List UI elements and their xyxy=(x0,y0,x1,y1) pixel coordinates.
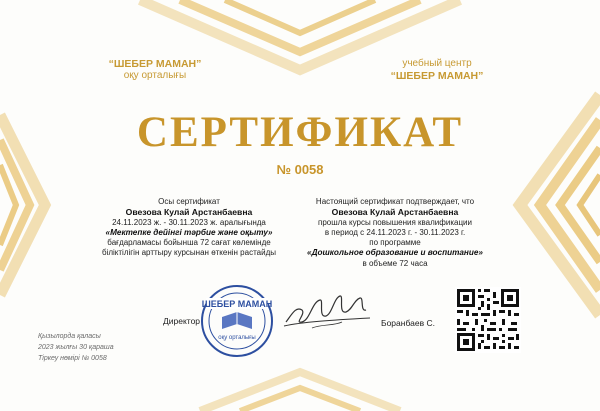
kz-program: «Мектепке дейінгі тәрбие және оқыту» xyxy=(105,227,273,237)
org-name-kazakh xyxy=(95,58,215,82)
director-signature xyxy=(282,292,372,334)
ru-line-4: в период с 24.11.2023 г. - 30.11.2023 г. xyxy=(324,227,466,237)
ru-line-5: по программе xyxy=(369,238,421,248)
footer-city: Қызылорда қаласы xyxy=(38,333,101,340)
certificate-title: СЕРТИФИКАТ xyxy=(136,109,464,156)
kz-line-1: Осы сертификат xyxy=(158,197,220,206)
ru-recipient-name: Овезова Кулай Арстанбаевна xyxy=(331,207,459,218)
kz-line-5: бағдарламасы бойынша 72 сағат көлемінде xyxy=(107,238,271,248)
kz-line-6: біліктілігін арттыру курсынан өткенін растайды xyxy=(101,248,276,258)
certificate-number: № 0058 xyxy=(276,162,324,177)
footer-info xyxy=(38,331,114,364)
ru-program: «Дошкольное образование и воспитание» xyxy=(307,248,483,258)
org-name-russian xyxy=(372,58,502,82)
stamp-sub: оқу орталығы xyxy=(218,335,256,341)
ru-line-7: в объеме 72 часа xyxy=(362,258,428,268)
ru-line-1: Настоящий сертификат подтверждает, что xyxy=(315,197,475,206)
left-org-name: “ШЕБЕР МАМАН” xyxy=(108,58,202,70)
stamp-seal xyxy=(200,284,274,358)
footer-date: 2023 жылғы 30 қараша xyxy=(38,344,114,351)
qr-code[interactable] xyxy=(455,287,521,353)
footer-reg-number: Тіркеу нөмірі № 0058 xyxy=(38,355,107,362)
stamp-name: ШЕБЕР МАМАН xyxy=(201,299,273,309)
left-org-sub: оқу орталығы xyxy=(123,70,187,81)
director-label: Директор xyxy=(163,316,201,326)
right-org-name: “ШЕБЕР МАМАН” xyxy=(390,70,484,82)
kz-recipient-name: Овезова Кулай Арстанбаевна xyxy=(125,207,253,218)
russian-text-block xyxy=(290,197,500,269)
ru-line-3: прошла курсы повышения квалификации xyxy=(318,217,472,227)
kz-dates: 24.11.2023 ж. - 30.11.2023 ж. аралығында xyxy=(112,217,266,227)
director-name: Боранбаев С. xyxy=(381,318,435,328)
kazakh-text-block xyxy=(84,197,294,259)
right-org-sub: учебный центр xyxy=(402,58,472,69)
